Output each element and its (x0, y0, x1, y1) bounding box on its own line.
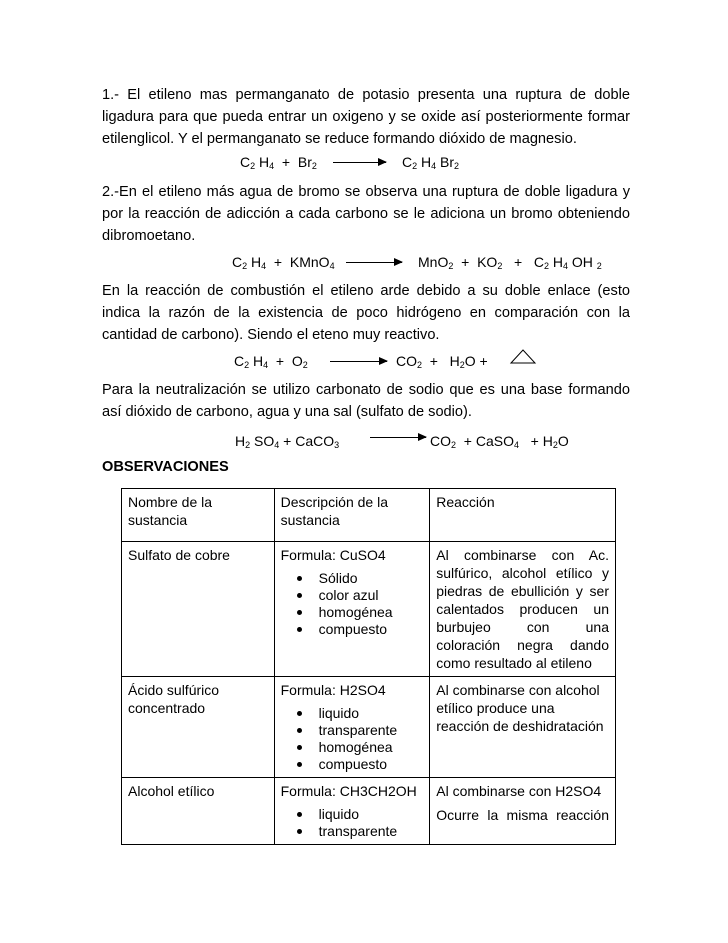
list-item: color azul (319, 587, 424, 604)
equation-3-products: $CO_2 + H_2O$ + (396, 353, 488, 370)
header-name: Nombre de la sustancia (122, 489, 275, 542)
substance-reaction (430, 778, 616, 845)
list-item: compuesto (319, 621, 424, 638)
paragraph-1: 1.- El etileno mas permanganato de potasio presenta una ruptura de doble ligadura para que pueda entrar un oxigeno y se oxide así posteriormente formar etilenglicol. Y el permanganato se reduce formando dióxido de magnesio. (102, 87, 630, 147)
paragraph-2: 2.-En el etileno más agua de bromo se observa una ruptura de doble ligadura y por la reacción de adicción a cada carbono se le adiciona un bromo obteniendo dibromoetano. (102, 184, 630, 244)
property-list (281, 570, 424, 638)
substance-reaction: Al combinarse con alcohol etílico produce una reacción de deshidratación (430, 677, 616, 778)
reaction-line: Ocurre la misma reacción (436, 807, 609, 823)
reaction-line: Al combinarse con H2SO4 (436, 783, 602, 799)
substance-name: Sulfato de cobre (122, 542, 275, 677)
substance-name: Ácido sulfúrico concentrado (122, 677, 275, 778)
formula: Formula: CuSO4 (280, 547, 386, 563)
list-item: transparente (319, 722, 424, 739)
list-item: transparente (319, 823, 424, 840)
table-row (122, 677, 616, 778)
reaction-arrow-4 (370, 437, 426, 438)
list-item: compuesto (319, 756, 424, 773)
equation-3-reactants: $C_2$ $H_4 + O_2$ (234, 353, 308, 370)
list-item: liquido (319, 806, 424, 823)
list-item: liquido (319, 705, 424, 722)
property-list (281, 806, 424, 840)
table-row (122, 778, 616, 845)
substance-description (274, 677, 430, 778)
equation-1-products: $C_2$ $H_4$ $Br_2$ (402, 154, 460, 171)
reaction-arrow-2 (346, 262, 402, 263)
reaction-arrow-1 (333, 162, 386, 163)
substance-name: Alcohol etílico (122, 778, 275, 845)
substance-description (274, 778, 430, 845)
header-description: Descripción de la sustancia (274, 489, 430, 542)
reaction-arrow-3 (330, 361, 387, 362)
heat-triangle-icon (508, 348, 538, 366)
formula: Formula: CH3CH2OH (280, 783, 417, 799)
substance-reaction: Al combinarse con Ac. sulfúrico, alcohol etílico y piedras de ebullición y ser calentados producen un burbujeo con una coloración negra dando como resultado al etileno (430, 542, 616, 677)
paragraph-4: Para la neutralización se utilizo carbonato de sodio que es una base formando así dióxido de carbono, agua y una sal (sulfato de sodio). (102, 382, 630, 420)
equation-2-reactants: $C_2$ $H_4$ + KMnO$_4$ (232, 254, 335, 271)
list-item: homogénea (319, 739, 424, 756)
substance-description (274, 542, 430, 677)
table-header-row (122, 489, 616, 542)
formula: Formula: H2SO4 (280, 682, 386, 698)
section-title: OBSERVACIONES (102, 459, 229, 475)
property-list (281, 705, 424, 773)
equation-4-products: $CO_2$ + CaSO$_4$ + $H_2O$ (430, 433, 569, 450)
header-reaction: Reacción (430, 489, 616, 542)
equation-4-reactants: $H_2$ $SO_4$ + CaCO$_3$ (235, 433, 340, 450)
list-item: homogénea (319, 604, 424, 621)
list-item: Sólido (319, 570, 424, 587)
observations-table (121, 488, 616, 845)
equation-2-products: $MnO_2 + KO_2 + C_2$ $H_4$ OH $_2$ (418, 254, 602, 271)
table-row (122, 542, 616, 677)
paragraph-3: En la reacción de combustión el etileno arde debido a su doble enlace (esto indica la razón de la existencia de poco hidrógeno en comparación con la cantidad de carbono). Siendo el eteno muy reactivo. (102, 283, 630, 343)
equation-1-reactants: $C_2$ $H_4 + Br_2$ (240, 154, 317, 171)
